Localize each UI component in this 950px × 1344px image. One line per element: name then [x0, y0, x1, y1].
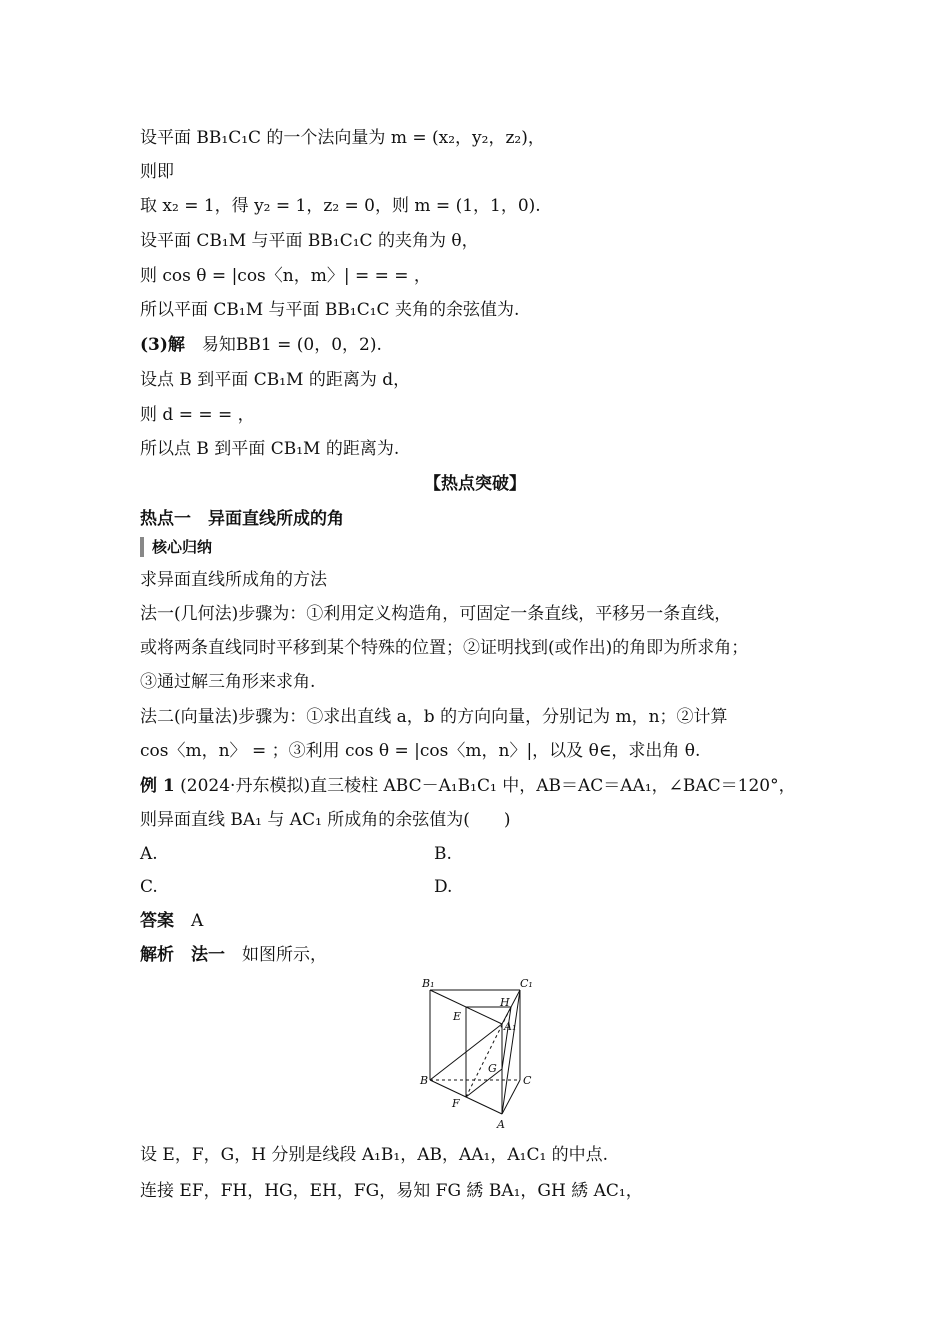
option-c: C.	[140, 877, 158, 897]
midpoints-line: 设 E，F，G，H 分别是线段 A₁B₁，AB，AA₁，A₁C₁ 的中点.	[140, 1145, 609, 1165]
label-b1: B₁	[422, 977, 435, 990]
method1-line3: ③通过解三角形来求角.	[140, 672, 316, 692]
method2-line1: 法二(向量法)步骤为：①求出直线 a，b 的方向向量，分别记为 m，n；②计算	[140, 707, 728, 727]
example-line1	[140, 774, 796, 798]
text-line-conclusion: 所以平面 CB₁M 与平面 BB₁C₁C 夹角的余弦值为.	[140, 300, 520, 320]
label-e: E	[453, 1010, 462, 1023]
option-a: A.	[140, 844, 158, 864]
text-line-cos: 则 cos θ = |cos〈n，m〉| = = = ，	[140, 266, 431, 286]
analysis-text: 如图所示，	[242, 945, 327, 965]
analysis-line	[140, 943, 327, 967]
label-a: A	[497, 1118, 505, 1131]
prism-figure	[410, 972, 540, 1132]
option-d: D.	[434, 877, 453, 897]
method2-line2: cos〈m，n〉 = ；③利用 cos θ = |cos〈m，n〉|，以及 θ∈，求出角 θ.	[140, 741, 701, 761]
label-g: G	[488, 1062, 497, 1075]
core-summary-tag: 核心归纳	[140, 537, 212, 557]
example-label: 例 1	[140, 776, 175, 796]
hotspot-title: 热点一 异面直线所成的角	[140, 509, 344, 529]
option-b: B.	[434, 844, 452, 864]
method1-line2: 或将两条直线同时平移到某个特殊的位置；②证明找到(或作出)的角即为所求角；	[140, 638, 749, 658]
text-line-part3	[140, 333, 382, 357]
method-title: 求异面直线所成角的方法	[140, 570, 327, 590]
text-line-distance-calc: 则 d = = = ，	[140, 405, 255, 425]
analysis-method: 法一	[191, 945, 225, 965]
example-text: (2024·丹东模拟)直三棱柱 ABC－A₁B₁C₁ 中，AB＝AC＝AA₁，∠BAC＝120°，	[180, 776, 796, 796]
label-c: C	[523, 1074, 532, 1087]
text-line-distance-def: 设点 B 到平面 CB₁M 的距离为 d，	[140, 370, 411, 390]
example-line2: 则异面直线 BA₁ 与 AC₁ 所成角的余弦值为( )	[140, 810, 511, 830]
part3-label: (3)解	[140, 335, 185, 355]
label-f: F	[452, 1097, 460, 1110]
answer-value: A	[191, 911, 204, 931]
method1-line1: 法一(几何法)步骤为：①利用定义构造角，可固定一条直线，平移另一条直线，	[140, 604, 732, 624]
text-line-angle-def: 设平面 CB₁M 与平面 BB₁C₁C 的夹角为 θ，	[140, 231, 479, 251]
text-line-then: 则即	[140, 162, 174, 182]
section-title: 【热点突破】	[424, 474, 526, 494]
text-line-normal-vector: 设平面 BB₁C₁C 的一个法向量为 m = (x₂，y₂，z₂)，	[140, 128, 545, 148]
analysis-label: 解析	[140, 945, 174, 965]
answer-line	[140, 909, 203, 933]
part3-text: 易知BB1 = (0，0，2).	[201, 335, 382, 355]
label-c1: C₁	[520, 977, 533, 990]
text-line-distance-result: 所以点 B 到平面 CB₁M 的距离为.	[140, 439, 400, 459]
label-b: B	[420, 1074, 429, 1087]
label-h: H	[500, 996, 510, 1009]
answer-label: 答案	[140, 911, 174, 931]
connect-line: 连接 EF，FH，HG，EH，FG，易知 FG 綉 BA₁，GH 綉 AC₁，	[140, 1181, 643, 1201]
label-a1: A₁	[504, 1020, 517, 1033]
text-line-take: 取 x₂ = 1，得 y₂ = 1，z₂ = 0，则 m = (1，1，0).	[140, 196, 541, 216]
